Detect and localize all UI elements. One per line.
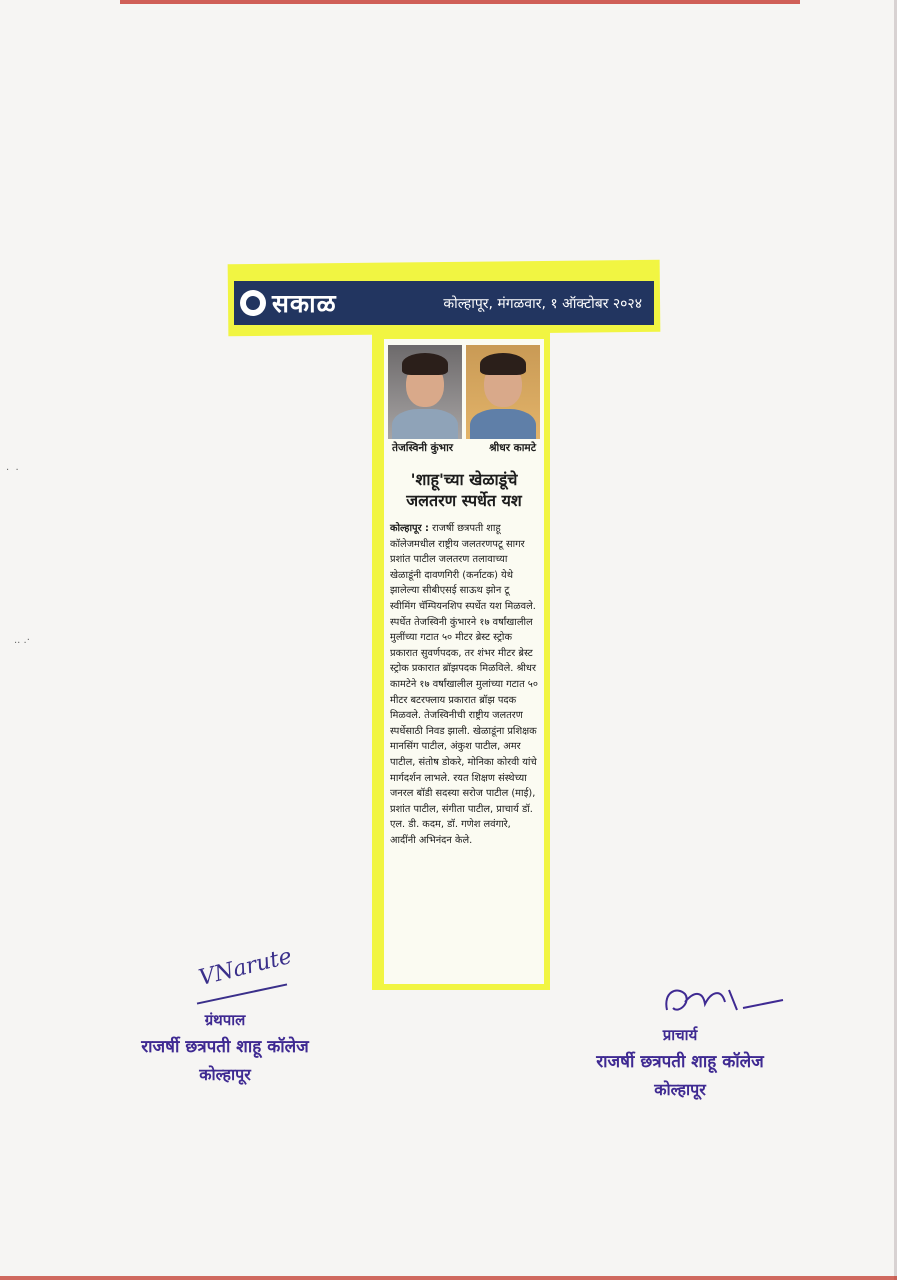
principal-signature bbox=[655, 980, 785, 1030]
stamp-title: ग्रंथपाल bbox=[204, 1011, 246, 1029]
photo-tejaswini bbox=[388, 345, 462, 439]
newspaper-logo-icon bbox=[240, 290, 266, 316]
photo-captions bbox=[384, 439, 544, 455]
librarian-signature: VNarute bbox=[196, 943, 295, 992]
photo-shridhar bbox=[466, 345, 540, 439]
newspaper-masthead bbox=[234, 281, 654, 325]
photo-caption: श्रीधर कामटे bbox=[489, 442, 536, 454]
stamp-institution: राजर्षी छत्रपती शाहू कॉलेज bbox=[596, 1052, 764, 1072]
scan-speck: .. .· bbox=[14, 635, 30, 646]
stamp-institution: राजर्षी छत्रपती शाहू कॉलेज bbox=[141, 1037, 309, 1057]
librarian-stamp bbox=[120, 1010, 330, 1085]
article-photos bbox=[384, 339, 544, 439]
article-headline: 'शाहू'च्या खेळाडूंचे जलतरण स्पर्धेत यश bbox=[406, 470, 522, 510]
photo-caption: तेजस्विनी कुंभार bbox=[392, 442, 454, 454]
article-text: राजर्षी छत्रपती शाहू कॉलेजमधील राष्ट्रीय जलतरणपटू सागर प्रशांत पाटील जलतरण तलावाच्या खेळाडूंनी दावणगिरी (कर्नाटक) येथे झालेल्या सीबीएसई साऊथ झोन टू स्वीमिंग चॅम्पियनशिप स्पर्धेत यश मिळवले. स्पर्धेत तेजस्विनी कुंभारने १७ वर्षांखालील मुलींच्या गटात ५० मीटर ब्रेस्ट स्ट्रोक प्रकारात सुवर्णपदक, तर शंभर मीटर ब्रेस्ट स्ट्रोक प्रकारात ब्रॉझपदक मिळविले. श्रीधर कामटेने १७ वर्षांखालील मुलांच्या गटात ५० मीटर बटरफ्लाय प्रकारात ब्रॉझ पदक मिळवले. तेजस्विनीची राष्ट्रीय जलतरण स्पर्धेसाठी निवड झाली. खेळाडूंना प्रशिक्षक मानसिंग पाटील, अंकुश पाटील, अमर पाटील, संतोष डोकरे, मोनिका कोरवी यांचे मार्गदर्शन लाभले. रयत शिक्षण संस्थेच्या जनरल बॉडी सदस्या सरोज पाटील (माई), प्रशांत पाटील, संगीता पाटील, प्राचार्य डॉ. एल. डी. कदम, डॉ. गणेश लवंगारे, आदींनी अभिनंदन केले. bbox=[390, 523, 538, 846]
principal-stamp bbox=[580, 1025, 780, 1100]
stamp-city: कोल्हापूर bbox=[199, 1065, 251, 1084]
page-top-edge bbox=[120, 0, 800, 4]
newspaper-name: सकाळ bbox=[272, 289, 337, 318]
page-bottom-edge bbox=[0, 1276, 897, 1280]
stamp-city: कोल्हापूर bbox=[654, 1080, 706, 1099]
news-article bbox=[384, 339, 544, 984]
article-place: कोल्हापूर : bbox=[390, 523, 429, 534]
stamp-title: प्राचार्य bbox=[662, 1026, 698, 1044]
newspaper-dateline: कोल्हापूर, मंगळवार, १ ऑक्टोबर २०२४ bbox=[443, 295, 642, 312]
article-body bbox=[390, 521, 538, 848]
scan-speck: · · bbox=[6, 465, 19, 476]
